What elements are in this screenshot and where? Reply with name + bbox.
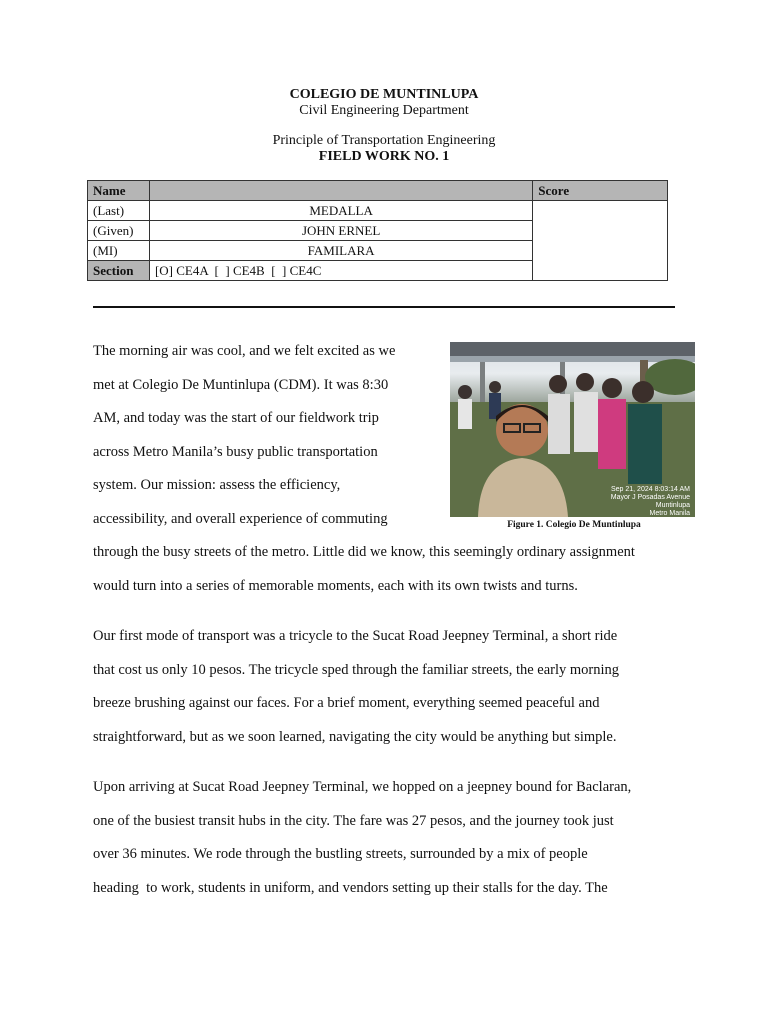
text-line: heading to work, students in uniform, and vendors setting up their stalls for the day. The [93,879,608,896]
text-line: system. Our mission: assess the efficiency, [93,477,341,493]
text-line: one of the busiest transit hubs in the city. The fare was 27 pesos, and the journey took just [93,812,614,829]
photo-timestamp-line: Metro Manila [649,510,690,517]
text-line: accessibility, and overall experience of commuting [93,510,388,527]
department-name: Civil Engineering Department [299,103,469,118]
field-photo-illustration [450,342,695,517]
given-name-value: JOHN ERNEL [149,221,532,241]
field-photo [450,342,695,517]
text-line: straightforward, but as we soon learned, navigating the city would be anything but simple. [93,728,617,745]
text-line: across Metro Manila’s busy public transportation [93,443,378,460]
name-label: Name [88,181,150,201]
score-label: Score [533,181,668,201]
score-value-cell [533,201,668,281]
last-name-value: MEDALLA [149,201,532,221]
course-title: Principle of Transportation Engineering [272,133,496,148]
text-line: through the busy streets of the metro. Little did we know, this seemingly ordinary assignment [93,544,635,560]
middle-initial-label: (MI) [88,241,150,261]
figure-caption: Figure 1. Colegio De Muntinlupa [507,520,641,530]
paragraph-3 [93,771,693,905]
student-info-table [87,180,668,281]
text-line: AM, and today was the start of our fieldwork trip [93,410,379,426]
last-name-label: (Last) [88,201,150,221]
text-line: The morning air was cool, and we felt excited as we [93,343,396,359]
text-line: met at Colegio De Muntinlupa (CDM). It was 8:30 [93,376,389,393]
document-header [0,87,768,165]
text-line: would turn into a series of memorable moments, each with its own twists and turns. [93,577,578,594]
name-header-blank [149,181,532,201]
text-line: breeze brushing against our faces. For a brief moment, everything seemed peaceful and [93,695,600,711]
text-line: over 36 minutes. We rode through the bustling streets, surrounded by a mix of people [93,846,588,862]
photo-timestamp-line: Mayor J Posadas Avenue [610,494,690,501]
text-line: Our first mode of transport was a tricycle to the Sucat Road Jeepney Terminal, a short ride [93,628,618,644]
photo-timestamp-line: Muntinlupa [655,502,690,509]
paragraph-1-full [93,536,693,603]
paragraph-2 [93,620,693,754]
text-line: Upon arriving at Sucat Road Jeepney Terminal, we hopped on a jeepney bound for Baclaran, [93,779,632,795]
horizontal-divider [93,306,675,308]
text-line: that cost us only 10 pesos. The tricycle sped through the familiar streets, the early morning [93,661,620,678]
given-name-label: (Given) [88,221,150,241]
section-label: Section [88,261,150,281]
middle-initial-value: FAMILARA [149,241,532,261]
activity-title: FIELD WORK NO. 1 [318,149,450,164]
photo-timestamp-line: Sep 21, 2024 8:03:14 AM [610,486,690,493]
school-name: COLEGIO DE MUNTINLUPA [289,87,479,102]
section-value: [O] CE4A [ ] CE4B [ ] CE4C [149,261,532,281]
paragraph-1-wrapped [93,335,433,536]
